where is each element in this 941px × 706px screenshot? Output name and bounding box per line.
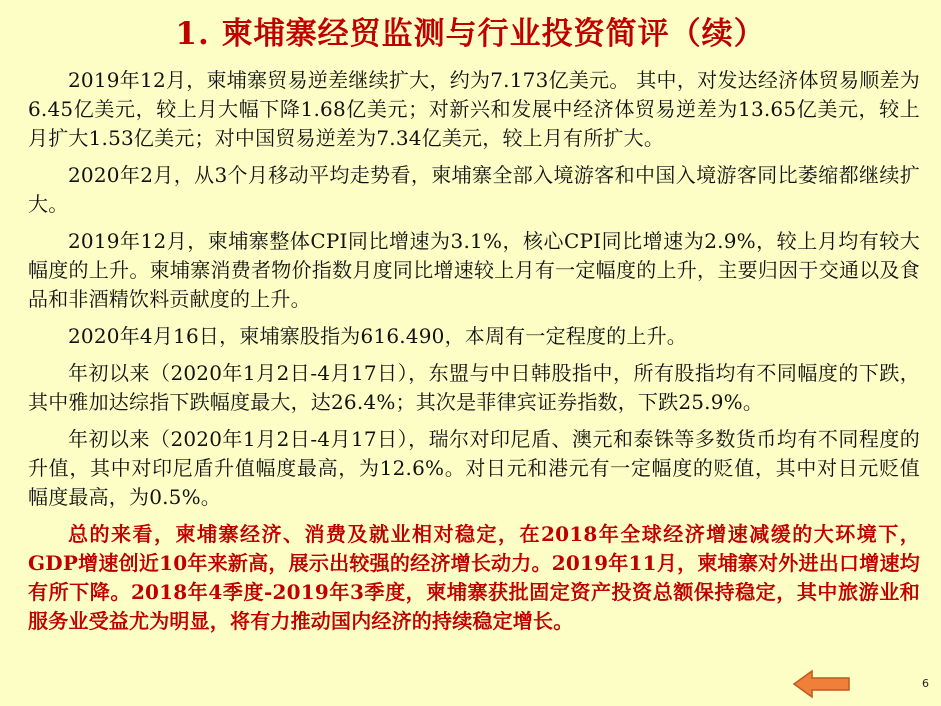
page-number: 6 [922,677,929,690]
paragraph-trade: 2019年12月，柬埔寨贸易逆差继续扩大，约为7.173亿美元。 其中，对发达经济体贸易顺差为6.45亿美元，较上月大幅下降1.68亿美元；对新兴和发展中经济体贸易逆差为13.65亿美元，较上月扩大1.53亿美元；对中国贸易逆差为7.34亿美元，较上月有所扩大。 [28,68,920,150]
paragraph-currency: 年初以来（2020年1月2日-4月17日），瑞尔对印尼盾、澳元和泰铢等多数货币均有不同程度的升值，其中对印尼盾升值幅度最高，为12.6%。对日元和港元有一定幅度的贬值，其中对日元贬值幅度最高，为0.5%。 [28,427,920,509]
left-arrow-icon [792,669,852,699]
content-body [28,66,920,644]
paragraph-stock-index: 2020年4月16日，柬埔寨股指为616.490，本周有一定程度的上升。 [68,324,687,348]
back-arrow-button[interactable] [792,669,852,699]
paragraph-asean-stocks: 年初以来（2020年1月2日-4月17日），东盟与中日韩股指中，所有股指均有不同幅度的下跌，其中雅加达综指下跌幅度最大，达26.4%；其次是菲律宾证券指数，下跌25.9%。 [28,361,920,414]
page-title: 1. 柬埔寨经贸监测与行业投资简评（续） [175,16,766,52]
paragraph-summary: 总的来看，柬埔寨经济、消费及就业相对稳定，在2018年全球经济增速减缓的大环境下，GDP增速创近10年来新高，展示出较强的经济增长动力。2019年11月，柬埔寨对外进出口增速均有所下降。2018年4季度-2019年3季度，柬埔寨获批固定资产投资总额保持稳定，其中旅游业和服务业受益尤为明显，将有力推动国内经济的持续稳定增长。 [28,522,920,633]
paragraph-cpi: 2019年12月，柬埔寨整体CPI同比增速为3.1%，核心CPI同比增速为2.9%，较上月均有较大幅度的上升。柬埔寨消费者物价指数月度同比增速较上月有一定幅度的上升，主要归因于交通以及食品和非酒精饮料贡献度的上升。 [28,229,920,311]
paragraph-tourism: 2020年2月，从3个月移动平均走势看，柬埔寨全部入境游客和中国入境游客同比萎缩都继续扩大。 [28,163,920,216]
